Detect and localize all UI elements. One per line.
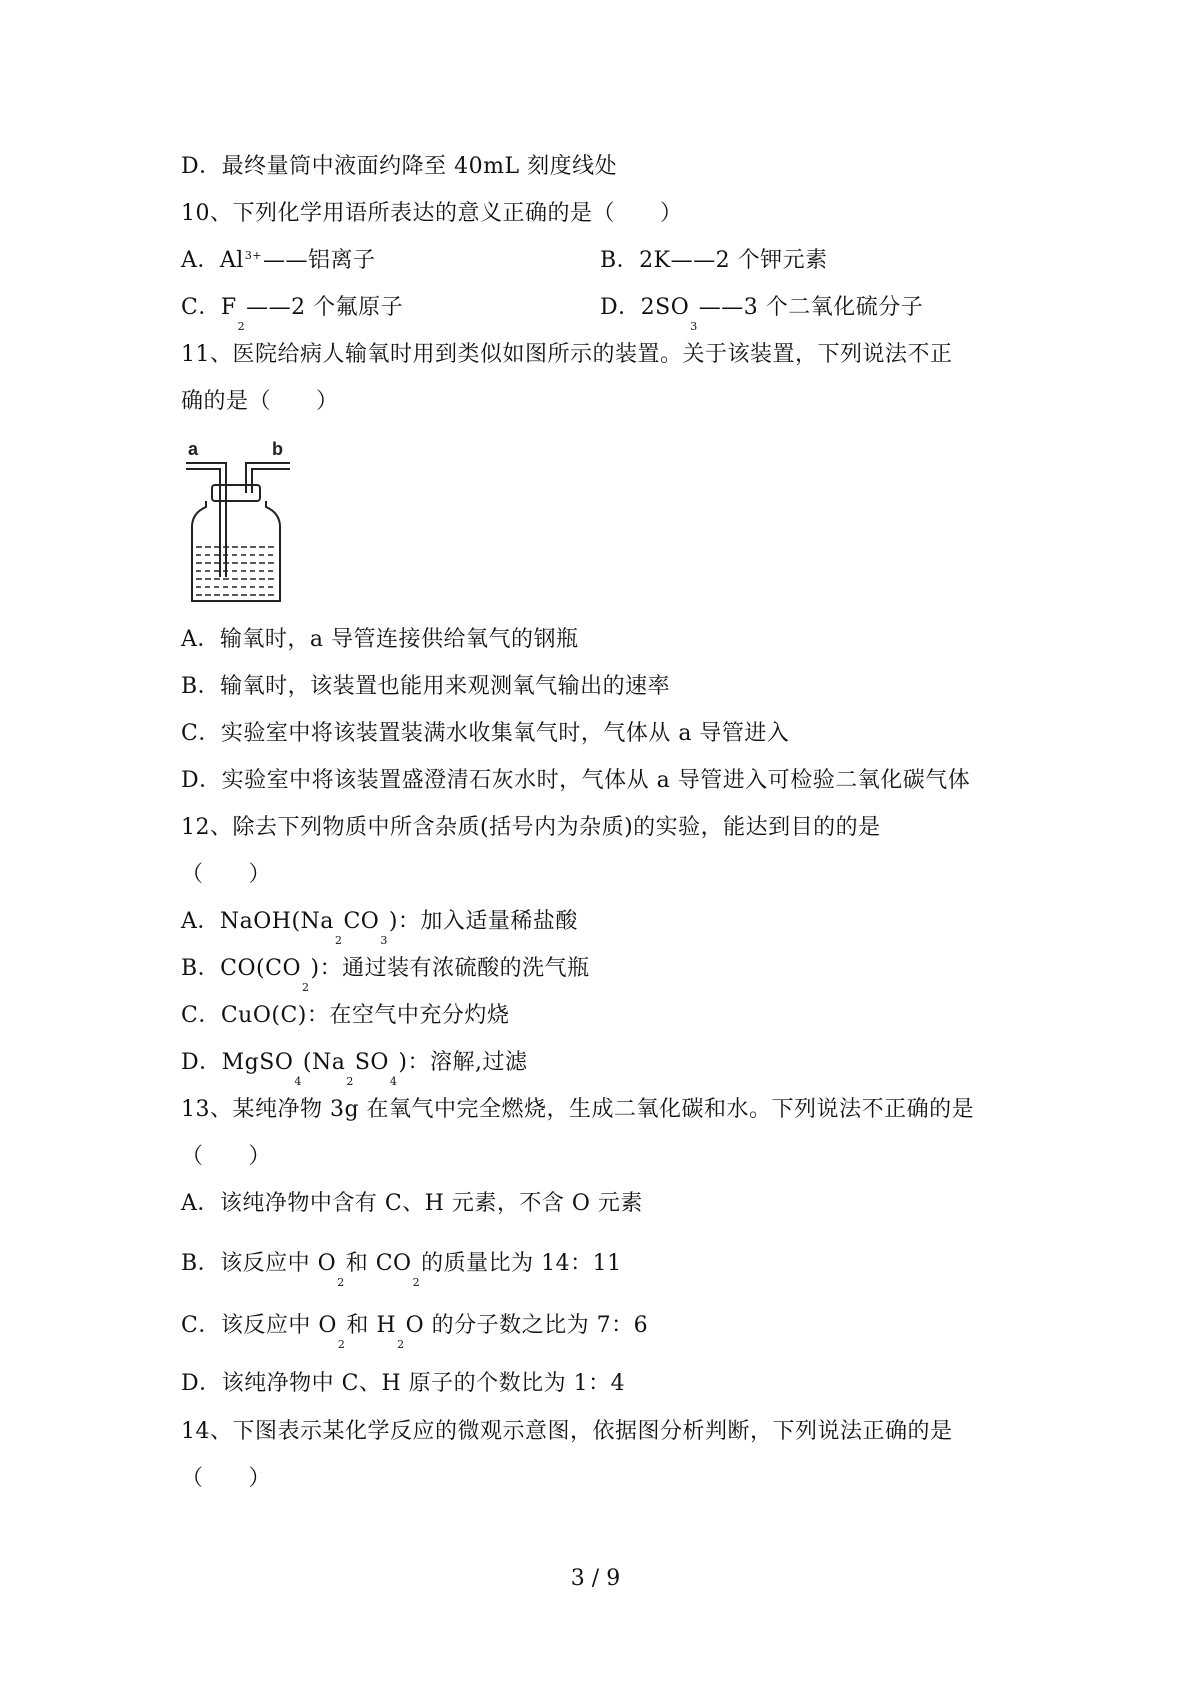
q13b-part: 和 CO xyxy=(345,1251,412,1276)
q10-option-b: B．2K——2 个钾元素 xyxy=(600,248,828,273)
q11-option-b: B．输氧时，该装置也能用来观测氧气输出的速率 xyxy=(181,674,671,699)
q12b-part: )：通过装有浓硫酸的洗气瓶 xyxy=(310,956,590,981)
q12d-sub: 2 xyxy=(346,1075,354,1088)
q11-stem-line1: 11、医院给病人输氧时用到类似如图所示的装置。关于该装置，下列说法不正 xyxy=(181,342,953,367)
q13-option-c xyxy=(181,1312,649,1351)
q14-stem-line1: 14、下图表示某化学反应的微观示意图，依据图分析判断，下列说法正确的是 xyxy=(181,1419,953,1444)
q10d-text: D．2SO xyxy=(600,295,690,320)
q13-stem-line1: 13、某纯净物 3g 在氧气中完全燃烧，生成二氧化碳和水。下列说法不正确的是 xyxy=(181,1097,975,1122)
q13-stem-line2: （ ） xyxy=(181,1144,272,1169)
page-number: 3 / 9 xyxy=(570,1566,621,1591)
q12-option-b xyxy=(181,955,590,994)
q12-option-c: C．CuO(C)：在空气中充分灼烧 xyxy=(181,1003,510,1028)
q10d-subscript: 3 xyxy=(690,320,698,333)
q12d-part: D．MgSO xyxy=(181,1050,294,1075)
q10a-meaning: ——铝离子 xyxy=(263,248,376,273)
q12b-sub: 2 xyxy=(302,981,310,994)
q11-option-d: D．实验室中将该装置盛澄清石灰水时，气体从 a 导管进入可检验二氧化碳气体 xyxy=(181,768,971,793)
q13b-sub: 2 xyxy=(412,1276,421,1289)
q10-option-a xyxy=(181,247,376,278)
tube-b-label: b xyxy=(272,439,283,459)
q10-stem: 10、下列化学用语所表达的意义正确的是（ ） xyxy=(181,201,683,226)
q10a-superscript: 3+ xyxy=(244,249,263,262)
q12a-sub: 3 xyxy=(380,934,388,947)
q14-stem-line2: （ ） xyxy=(181,1466,272,1491)
q13c-sub: 2 xyxy=(337,1338,346,1351)
q13c-sub: 2 xyxy=(397,1338,405,1351)
q13b-part: B．该反应中 O xyxy=(181,1251,337,1276)
q13b-sub: 2 xyxy=(337,1276,345,1289)
q13c-part: C．该反应中 O xyxy=(181,1313,337,1338)
q13-option-b xyxy=(181,1250,622,1289)
q10-option-c xyxy=(181,294,404,333)
q12d-part: (Na xyxy=(302,1050,346,1075)
q13-option-a: A．该纯净物中含有 C、H 元素，不含 O 元素 xyxy=(181,1191,643,1216)
q13b-part: 的质量比为 14：11 xyxy=(421,1251,622,1276)
q10c-subscript: 2 xyxy=(237,320,246,333)
q12a-part: A．NaOH(Na xyxy=(181,909,334,934)
bottle-body xyxy=(192,501,280,601)
q13-option-d: D．该纯净物中 C、H 原子的个数比为 1：4 xyxy=(181,1371,626,1396)
q12-option-a xyxy=(181,908,578,947)
q12-option-d xyxy=(181,1049,528,1088)
q12b-part: B．CO(CO xyxy=(181,956,301,981)
q10a-text: A．Al xyxy=(181,248,244,273)
q11-stem-line2: 确的是（ ） xyxy=(181,389,339,414)
q12-stem-line1: 12、除去下列物质中所含杂质(括号内为杂质)的实验，能达到目的的是 xyxy=(181,815,881,840)
tube-a-label: a xyxy=(188,439,199,459)
q11-option-c: C．实验室中将该装置装满水收集氧气时，气体从 a 导管进入 xyxy=(181,721,790,746)
q12d-part: SO xyxy=(354,1050,389,1075)
q9-option-d: D．最终量筒中液面约降至 40mL 刻度线处 xyxy=(181,154,618,179)
q12d-sub: 4 xyxy=(294,1075,302,1088)
q13c-part: O 的分子数之比为 7：6 xyxy=(405,1313,649,1338)
q10c-meaning: ——2 个氟原子 xyxy=(246,295,404,320)
q11-option-a: A．输氧时，a 导管连接供给氧气的钢瓶 xyxy=(181,627,579,652)
q13c-part: 和 H xyxy=(346,1313,397,1338)
q12a-sub: 2 xyxy=(334,934,343,947)
q12a-part: )：加入适量稀盐酸 xyxy=(388,909,578,934)
q12a-part: CO xyxy=(343,909,380,934)
short-tube-b xyxy=(252,469,290,493)
q10d-meaning: ——3 个二氧化硫分子 xyxy=(698,295,924,320)
gas-washing-bottle-figure xyxy=(180,435,300,609)
q10-option-d xyxy=(600,294,924,333)
liquid-lines xyxy=(196,547,276,595)
q10c-text: C．F xyxy=(181,295,237,320)
bottle-diagram xyxy=(180,435,300,605)
q12-stem-line2: （ ） xyxy=(181,862,272,887)
q12d-sub: 4 xyxy=(389,1075,398,1088)
q12d-part: )：溶解,过滤 xyxy=(398,1050,528,1075)
